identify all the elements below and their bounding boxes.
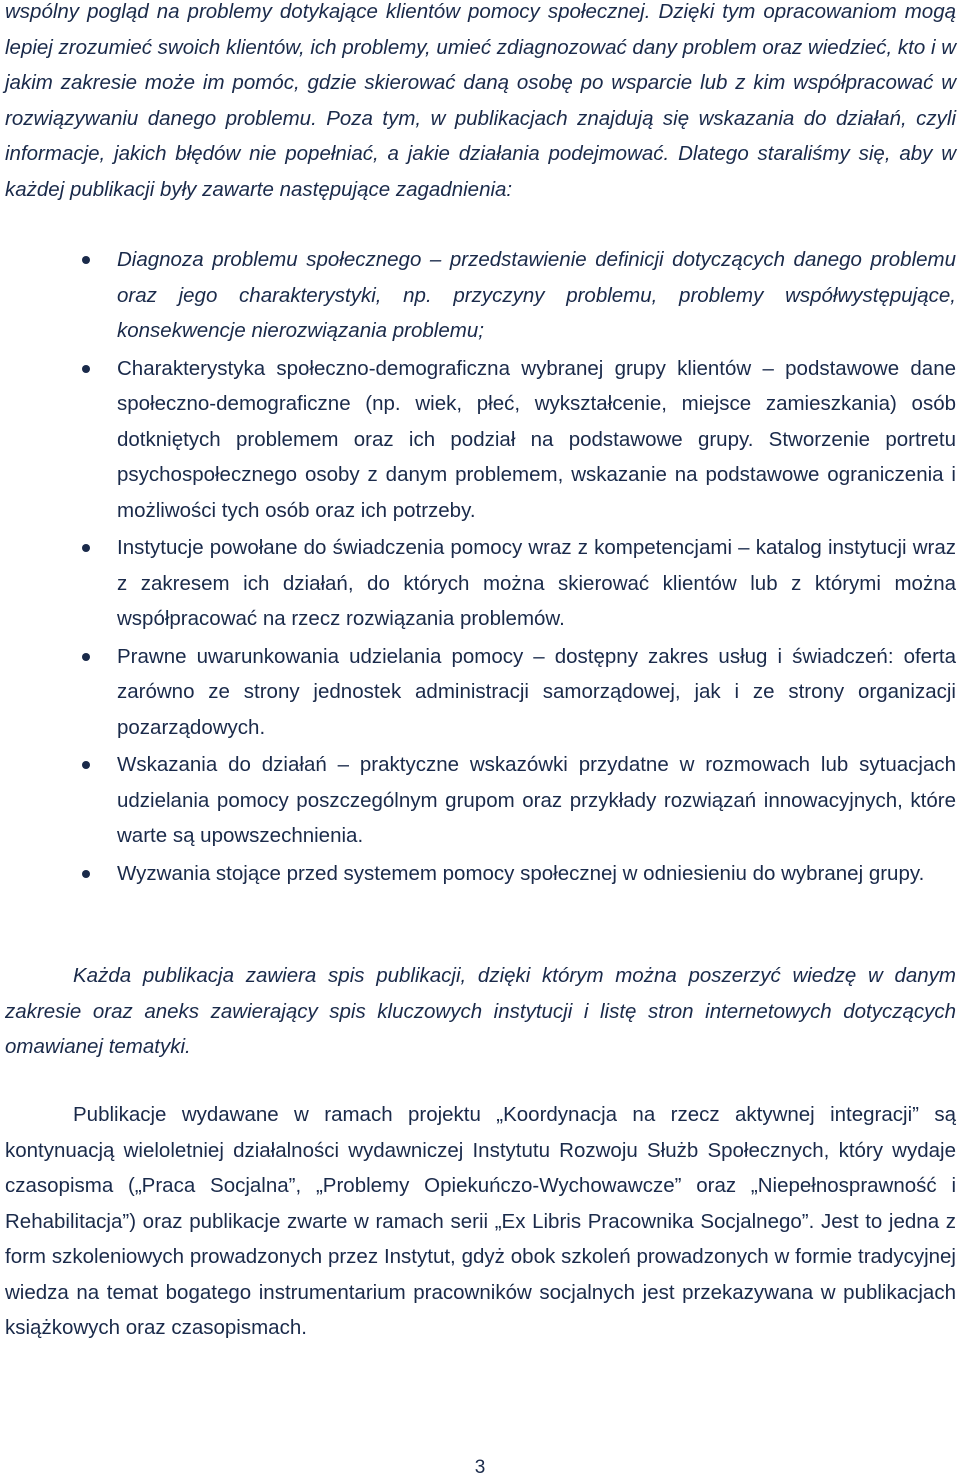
list-item bbox=[0, 530, 960, 637]
intro-paragraph bbox=[0, 0, 960, 207]
bullet-icon bbox=[82, 870, 90, 878]
list-item-text: Wskazania do działań – praktyczne wskazówki przydatne w rozmowach lub sytuacjach udzielania pomocy poszczególnym grupom oraz przykłady rozwiązań innowacyjnych, które warte są upowszechnienia. bbox=[117, 753, 956, 847]
list-item bbox=[0, 242, 960, 349]
list-item-text: Instytucje powołane do świadczenia pomocy wraz z kompetencjami – katalog instytucji wraz z zakresem ich działań, do których można skierować klientów lub z którymi można współpracować na rzecz rozwiązania problemów. bbox=[117, 536, 956, 630]
list-item-text: Charakterystyka społeczno-demograficzna wybranej grupy klientów – podstawowe dane społeczno-demograficzne (np. wiek, płeć, wykształcenie, miejsce zamieszkania) osób dotkniętych problemem oraz ich podział na podstawowe grupy. Stworzenie portretu psychospołecznego osoby z danym problemem, wskazanie na podstawowe ograniczenia i możliwości tych osób oraz ich potrzeby. bbox=[117, 356, 956, 522]
publications-paragraph: Publikacje wydawane w ramach projektu „Koordynacja na rzecz aktywnej integracji” są kontynuacją wieloletniej działalności wydawniczej Instytutu Rozwoju Służb Społecznych, który wydaje czasopisma („Praca Socjalna”, „Problemy Opiekuńczo-Wychowawcze” oraz „Niepełnosprawność i Rehabilitacja”) oraz publikacje zwarte w ramach serii „Ex Libris Pracownika Socjalnego”. Jest to jedna z form szkoleniowych prowadzonych przez Instytut, gdyż obok szkoleń prowadzonych w formie tradycyjnej wiedza na temat bogatego instrumentarium pracowników socjalnych jest przekazywana w publikacjach książkowych oraz czasopismach. bbox=[5, 1103, 956, 1339]
list-item bbox=[0, 856, 960, 892]
list-item bbox=[0, 639, 960, 746]
bullet-icon bbox=[82, 653, 90, 661]
list-item bbox=[0, 351, 960, 529]
topics-list bbox=[0, 242, 960, 891]
list-item bbox=[0, 747, 960, 854]
closing-paragraph: Każda publikacja zawiera spis publikacji, dzięki którym można poszerzyć wiedzę w danym zakresie oraz aneks zawierający spis kluczowych instytucji i listę stron internetowych dotyczących omawianej tematyki. bbox=[5, 964, 956, 1058]
page-number: 3 bbox=[474, 1457, 486, 1478]
bullet-icon bbox=[82, 256, 90, 264]
bullet-icon bbox=[82, 761, 90, 769]
bullet-icon bbox=[82, 365, 90, 373]
list-item-text: Prawne uwarunkowania udzielania pomocy – dostępny zakres usług i świadczeń: oferta zarówno ze strony jednostek administracji samorządowej, jak i ze strony organizacji pozarządowych. bbox=[117, 644, 956, 739]
intro-regular-text: Dlatego staraliśmy się, aby w każdej publikacji były zawarte następujące zagadnienia: bbox=[5, 142, 956, 201]
list-item-text: Diagnoza problemu społecznego – przedstawienie definicji dotyczących danego problemu oraz jego charakterystyki, np. przyczyny problemu, problemy współwystępujące, konsekwencje nierozwiązania problemu; bbox=[117, 248, 956, 342]
bullet-icon bbox=[82, 544, 90, 552]
list-item-text: Wyzwania stojące przed systemem pomocy społecznej w odniesieniu do wybranej grupy. bbox=[117, 861, 925, 885]
intro-italic-text: wspólny pogląd na problemy dotykające klientów pomocy społecznej. Dzięki tym opracowaniom mogą lepiej zrozumieć swoich klientów, ich problemy, umieć zdiagnozować dany problem oraz wiedzieć, kto i w jakim zakresie może im pomóc, gdzie skierować daną osobę po wsparcie lub z kim współpracować w rozwiązywaniu danego problemu. Poza tym, w publikacjach znajdują się wskazania do działań, czyli informacje, jakich błędów nie popełniać, a jakie działania podejmować. bbox=[5, 0, 957, 165]
